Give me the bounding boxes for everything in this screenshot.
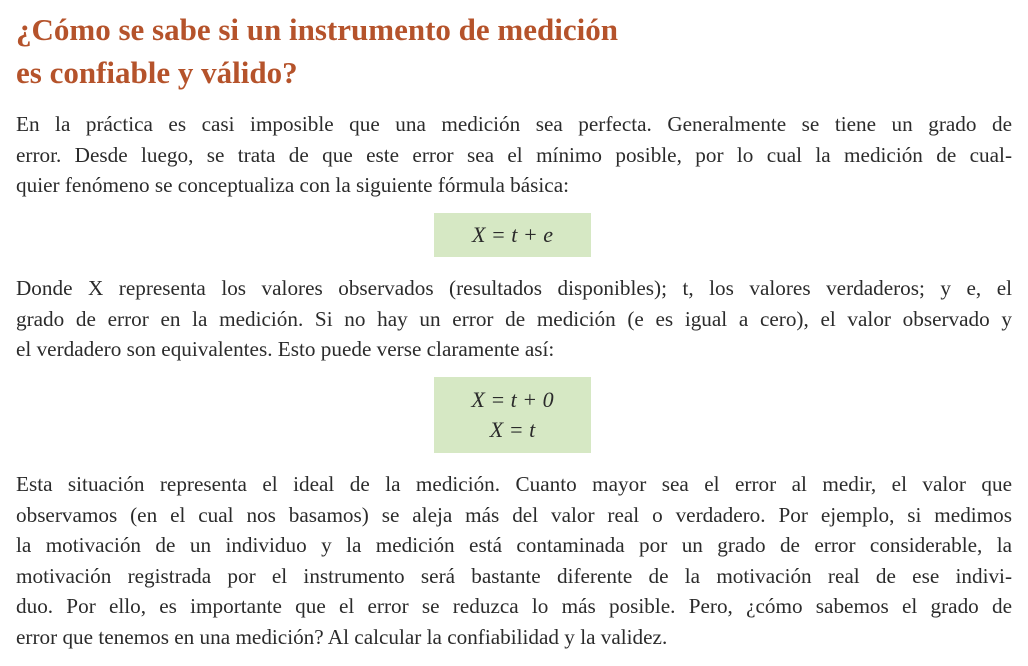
paragraph-definitions (16, 273, 1012, 365)
paragraph-line: grado de error en la medición. Si no hay un error de medición (e es igual a cero), el valor observado y (16, 306, 1012, 331)
paragraph-line: observamos (en el cual nos basamos) se aleja más del valor real o verdadero. Por ejemplo, si medimos (16, 502, 1012, 527)
paragraph-line: quier fenómeno se conceptualiza con la siguiente fórmula básica: (16, 173, 570, 197)
paragraph-line: Donde X representa los valores observados (resultados disponibles); t, los valores verdaderos; y e, el (16, 276, 1012, 300)
paragraph-line: error. Desde luego, se trata de que este error sea el mínimo posible, por lo cual la medición de cual- (16, 142, 1012, 167)
paragraph-line: Esta situación representa el ideal de la medición. Cuanto mayor sea el error al medir, el valor que (16, 472, 1012, 496)
formula-line-1: X = t + 0 (471, 387, 554, 412)
formula-ideal (434, 377, 591, 453)
heading-line-1: ¿Cómo se sabe si un instrumento de medición (16, 12, 618, 47)
paragraph-line: el verdadero son equivalentes. Esto puede verse claramente así: (16, 337, 555, 361)
formula-line-2: X = t (489, 417, 536, 442)
paragraph-intro (16, 109, 1012, 201)
formula-text: X = t + e (471, 222, 553, 247)
paragraph-line: error que tenemos en una medición? Al calcular la confiabilidad y la validez. (16, 624, 668, 649)
paragraph-line: motivación registrada por el instrumento será bastante diferente de la motivación real de ese indivi- (16, 563, 1012, 588)
section-heading-wrap (16, 0, 1012, 94)
paragraph-line: la motivación de un individuo y la medición está contaminada por un grado de error considerable, la (16, 533, 1012, 557)
paragraph-line: duo. Por ello, es importante que el error se reduzca lo más posible. Pero, ¿cómo sabemos el grado de (16, 594, 1012, 618)
paragraph-conclusion (16, 469, 1012, 652)
formula-basic (434, 213, 591, 257)
heading-line-2: es confiable y válido? (16, 55, 298, 90)
section-heading (16, 8, 1012, 94)
paragraph-line: En la práctica es casi imposible que una medición sea perfecta. Generalmente se tiene un grado de (16, 112, 1012, 136)
